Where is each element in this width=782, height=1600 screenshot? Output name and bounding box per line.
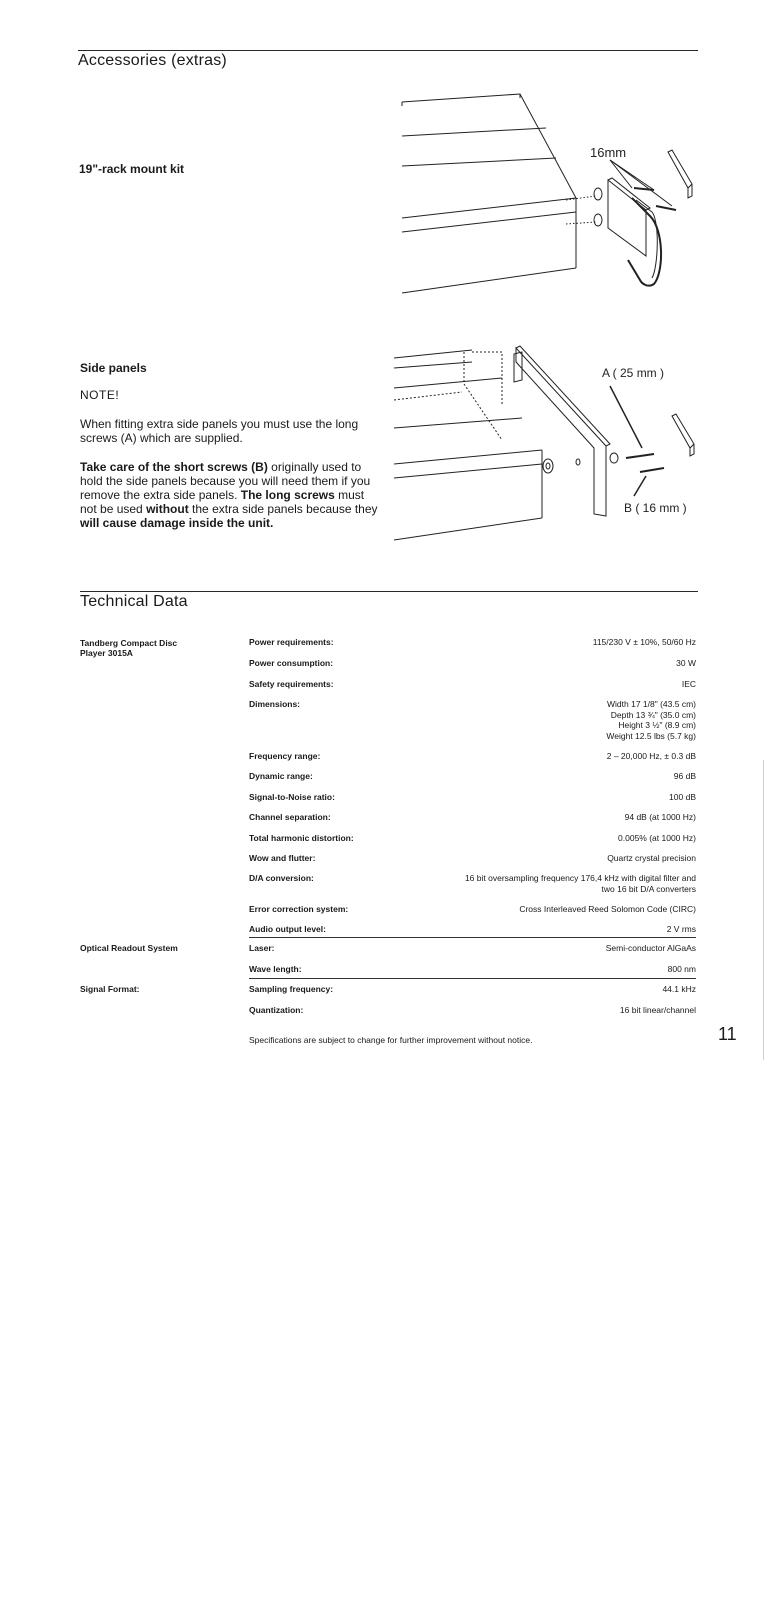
side-panel-illustration xyxy=(392,344,710,548)
spec-value-channel-separation: 94 dB (at 1000 Hz) xyxy=(624,812,696,822)
spec-key-da-conversion: D/A conversion: xyxy=(249,873,314,883)
note-paragraph-1: When fitting extra side panels you must use the long screws (A) which are supplied. xyxy=(80,417,359,445)
spec-footnote: Specifications are subject to change for further improvement without notice. xyxy=(249,1035,533,1045)
spec-value-sampling-frequency: 44.1 kHz xyxy=(662,984,696,994)
note-bold-short-screws: Take care of the short screws (B) xyxy=(80,460,268,474)
spec-value-da-conversion: 16 bit oversampling frequency 176,4 kHz with digital filter and two 16 bit D/A converters xyxy=(464,873,696,894)
spec-key-power-consumption: Power consumption: xyxy=(249,658,334,668)
spec-key-wow-flutter: Wow and flutter: xyxy=(249,853,316,863)
group-label-player: Tandberg Compact Disc Player 3015A xyxy=(80,638,178,658)
note-text-2: must not be used xyxy=(80,488,365,516)
screw-b-label: B ( 16 mm ) xyxy=(624,501,687,515)
note-text-1: originally used to hold the side panels because you will need them if you remove the extra side panels. xyxy=(80,460,371,502)
scan-edge-line xyxy=(763,760,764,1060)
spec-key-audio-output: Audio output level: xyxy=(249,924,326,934)
spec-value-wave-length: 800 nm xyxy=(667,964,696,974)
technical-top-rule xyxy=(80,591,698,592)
note-label: NOTE! xyxy=(80,388,120,402)
screw-a-label: A ( 25 mm ) xyxy=(602,366,665,380)
spec-value-harmonic-distortion: 0.005% (at 1000 Hz) xyxy=(618,833,696,843)
note-paragraph-2 xyxy=(80,460,380,530)
spec-key-frequency-range: Frequency range: xyxy=(249,751,321,761)
group-label-optical: Optical Readout System xyxy=(80,943,178,953)
side-panels-label: Side panels xyxy=(80,361,147,375)
spec-value-safety-requirements: IEC xyxy=(681,679,696,689)
spec-value-dynamic-range: 96 dB xyxy=(673,771,696,781)
spec-key-quantization: Quantization: xyxy=(249,1005,304,1015)
note-text-3: the extra side panels because they xyxy=(188,502,378,516)
spec-value-signal-to-noise: 100 dB xyxy=(669,792,696,802)
page-number: 11 xyxy=(718,1024,737,1044)
rack-kit-label: 19"-rack mount kit xyxy=(79,162,185,176)
group-label-signal: Signal Format: xyxy=(80,984,140,994)
spec-key-dimensions: Dimensions: xyxy=(249,699,301,709)
spec-value-frequency-range: 2 – 20,000 Hz, ± 0.3 dB xyxy=(606,751,696,761)
spec-value-wow-flutter: Quartz crystal precision xyxy=(607,853,696,863)
spec-key-signal-to-noise: Signal-to-Noise ratio: xyxy=(249,792,335,802)
spec-key-safety-requirements: Safety requirements: xyxy=(249,679,334,689)
divider-signal xyxy=(249,978,696,979)
spec-value-power-consumption: 30 W xyxy=(676,658,696,668)
spec-key-error-correction: Error correction system: xyxy=(249,904,349,914)
note-bold-damage: will cause damage inside the unit. xyxy=(80,516,274,530)
spec-value-power-requirements: 115/230 V ± 10%, 50/60 Hz xyxy=(592,637,696,647)
spec-value-quantization: 16 bit linear/channel xyxy=(619,1005,696,1015)
spec-value-audio-output: 2 V rms xyxy=(666,924,696,934)
spec-key-sampling-frequency: Sampling frequency: xyxy=(249,984,334,994)
note-bold-without: without xyxy=(146,502,189,516)
spec-key-harmonic-distortion: Total harmonic distortion: xyxy=(249,833,354,843)
technical-heading: Technical Data xyxy=(80,593,188,610)
spec-key-power-requirements: Power requirements: xyxy=(249,637,334,647)
spec-value-laser: Semi-conductor AlGaAs xyxy=(605,943,696,953)
spec-value-error-correction: Cross Interleaved Reed Solomon Code (CIRC) xyxy=(519,904,696,914)
spec-key-wave-length: Wave length: xyxy=(249,964,302,974)
rack-mount-illustration xyxy=(396,88,706,298)
spec-key-dynamic-range: Dynamic range: xyxy=(249,771,313,781)
spec-key-channel-separation: Channel separation: xyxy=(249,812,331,822)
note-bold-long-screws: The long screws xyxy=(240,488,335,502)
accessories-heading: Accessories (extras) xyxy=(78,52,227,69)
accessories-top-rule xyxy=(78,50,698,51)
rack-screw-label: 16mm xyxy=(590,145,627,160)
spec-key-laser: Laser: xyxy=(249,943,275,953)
divider-optical xyxy=(249,937,696,938)
spec-value-dimensions: Width 17 1/8" (43.5 cm) Depth 13 ¾" (35.0 cm) Height 3 ½" (8.9 cm) Weight 12.5 lbs (5.7 kg) xyxy=(606,699,696,741)
